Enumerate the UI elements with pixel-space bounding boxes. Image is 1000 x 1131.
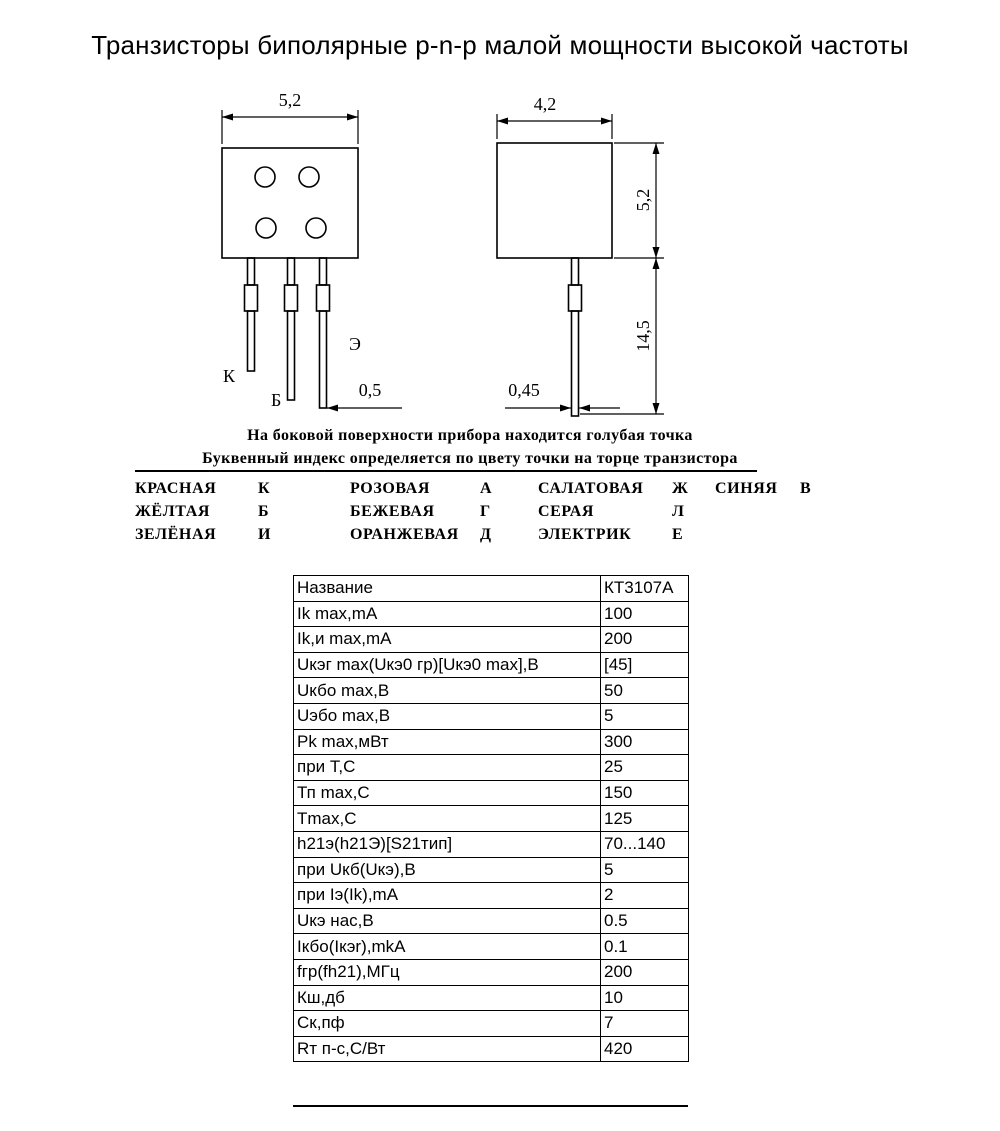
- table-cell: Тп max,С: [294, 780, 601, 806]
- table-row: [294, 780, 689, 806]
- table-cell: 300: [601, 729, 689, 755]
- table-cell: И: [258, 525, 272, 543]
- table-row: [294, 627, 689, 653]
- dim-side-lead-thickness: 0,45: [508, 380, 540, 400]
- table-cell: ЭЛЕКТРИК: [538, 525, 632, 543]
- table-row: [135, 500, 860, 523]
- arrowhead: [653, 143, 660, 154]
- pin-label-base: Б: [271, 390, 282, 410]
- table-cell: Г: [480, 502, 491, 520]
- table-cell: fгр(fh21),МГц: [294, 959, 601, 985]
- dim-front-lead-thickness: 0,5: [358, 380, 382, 400]
- table-cell: БЕЖЕВАЯ: [350, 502, 435, 520]
- spec-table-body: [294, 576, 689, 1062]
- table-cell: Е: [672, 525, 684, 543]
- table-cell: А: [480, 479, 493, 497]
- note-letter-index: Буквенный индекс определяется по цвету точки на торце транзистора: [202, 450, 738, 467]
- table-cell: Д: [480, 525, 492, 543]
- table-cell: 10: [601, 985, 689, 1011]
- lead-base-tip: [288, 311, 295, 400]
- table-row: [294, 755, 689, 781]
- table-cell: при Т,С: [294, 755, 601, 781]
- table-cell: 125: [601, 806, 689, 832]
- table-row: [294, 1036, 689, 1062]
- table-cell: [45]: [601, 652, 689, 678]
- table-cell: К: [258, 479, 271, 497]
- table-row: [294, 806, 689, 832]
- mounting-hole: [256, 218, 276, 238]
- table-cell: [800, 500, 860, 523]
- table-cell: Ik,и max,mA: [294, 627, 601, 653]
- table-cell: Название: [294, 576, 601, 602]
- arrowhead: [653, 403, 660, 414]
- table-cell: Кш,дб: [294, 985, 601, 1011]
- table-row: [294, 831, 689, 857]
- table-cell: Б: [258, 502, 270, 520]
- front-view-body: [222, 148, 358, 258]
- table-cell: Л: [672, 502, 685, 520]
- table-cell: Uкэг max(Uкэ0 гр)[Uкэ0 max],В: [294, 652, 601, 678]
- table-cell: ЗЕЛЁНАЯ: [135, 525, 217, 543]
- horizontal-rule: [135, 470, 757, 472]
- note-blue-dot: На боковой поверхности прибора находится голубая точка: [247, 427, 693, 444]
- table-row: [294, 934, 689, 960]
- table-row: [135, 523, 860, 546]
- table-cell: при Uкб(Uкэ),В: [294, 857, 601, 883]
- table-row: [294, 883, 689, 909]
- table-cell: 200: [601, 959, 689, 985]
- lead-base: [288, 258, 295, 285]
- lead-collector-tip: [248, 311, 255, 371]
- table-row: [294, 1011, 689, 1037]
- table-cell: Tmax,С: [294, 806, 601, 832]
- table-cell: [715, 500, 800, 523]
- table-cell: Ik max,mA: [294, 601, 601, 627]
- table-cell: Rт п-с,С/Вт: [294, 1036, 601, 1062]
- table-row: [294, 729, 689, 755]
- table-cell: Ск,пф: [294, 1011, 601, 1037]
- side-lead-tip: [572, 311, 579, 416]
- pin-label-collector: К: [223, 366, 236, 386]
- table-cell: Pk max,мВт: [294, 729, 601, 755]
- table-row: [294, 703, 689, 729]
- table-cell: 420: [601, 1036, 689, 1062]
- pin-label-emitter: Э: [349, 334, 361, 354]
- table-row: [294, 678, 689, 704]
- table-row: [294, 601, 689, 627]
- table-cell: ЖЁЛТАЯ: [135, 502, 210, 520]
- mounting-hole: [299, 167, 319, 187]
- table-cell: 5: [601, 703, 689, 729]
- table-cell: В: [800, 479, 812, 497]
- dim-side-width: 4,2: [533, 94, 557, 114]
- table-cell: КТ3107А: [601, 576, 689, 602]
- arrowhead: [222, 114, 233, 121]
- arrowhead: [653, 258, 660, 269]
- page-title: Транзисторы биполярные p-n-p малой мощности высокой частоты: [91, 30, 909, 60]
- lead-emitter-tip: [320, 311, 327, 408]
- package-drawing: [0, 84, 1000, 429]
- table-row: [294, 959, 689, 985]
- arrowhead: [560, 405, 571, 412]
- arrowhead: [497, 118, 508, 125]
- table-cell: 70...140: [601, 831, 689, 857]
- mounting-hole: [255, 167, 275, 187]
- front-view: [222, 148, 358, 408]
- color-code-table: [135, 477, 860, 546]
- table-cell: 7: [601, 1011, 689, 1037]
- arrowhead: [327, 405, 338, 412]
- table-cell: h21э(h21Э)[S21тип]: [294, 831, 601, 857]
- table-cell: КРАСНАЯ: [135, 479, 217, 497]
- table-cell: Ж: [672, 479, 689, 497]
- table-cell: [800, 523, 860, 546]
- dim-front-width: 5,2: [278, 90, 302, 110]
- dim-side-lead-length: 14,5: [633, 320, 653, 352]
- side-view: [497, 143, 612, 416]
- table-cell: 0.1: [601, 934, 689, 960]
- lead-collector: [248, 258, 255, 285]
- bottom-rule: [293, 1105, 688, 1107]
- side-lead-collar: [569, 285, 582, 311]
- side-view-body: [497, 143, 612, 258]
- table-cell: 2: [601, 883, 689, 909]
- arrowhead: [653, 247, 660, 258]
- table-cell: СЕРАЯ: [538, 502, 595, 520]
- table-cell: 200: [601, 627, 689, 653]
- table-cell: 50: [601, 678, 689, 704]
- table-row: [294, 857, 689, 883]
- table-cell: СИНЯЯ: [715, 479, 778, 497]
- color-code-table-body: [135, 477, 860, 546]
- side-lead: [572, 258, 579, 285]
- arrowhead: [601, 118, 612, 125]
- table-cell: 100: [601, 601, 689, 627]
- table-row: [294, 652, 689, 678]
- table-row: [294, 985, 689, 1011]
- lead-emitter-collar: [317, 285, 330, 311]
- table-cell: 5: [601, 857, 689, 883]
- mounting-hole: [306, 218, 326, 238]
- arrowhead: [579, 405, 590, 412]
- table-row: [294, 908, 689, 934]
- dim-side-body-height: 5,2: [633, 188, 653, 212]
- lead-base-collar: [285, 285, 298, 311]
- table-cell: при Iэ(Ik),mA: [294, 883, 601, 909]
- table-cell: ОРАНЖЕВАЯ: [350, 525, 459, 543]
- arrowhead: [347, 114, 358, 121]
- lead-emitter: [320, 258, 327, 285]
- table-cell: РОЗОВАЯ: [350, 479, 430, 497]
- table-cell: [715, 523, 800, 546]
- table-cell: САЛАТОВАЯ: [538, 479, 644, 497]
- table-cell: 25: [601, 755, 689, 781]
- table-cell: 150: [601, 780, 689, 806]
- table-cell: Uкбо max,В: [294, 678, 601, 704]
- lead-collector-collar: [245, 285, 258, 311]
- table-cell: Iкбо(Iкэr),mkA: [294, 934, 601, 960]
- spec-table: [293, 575, 689, 1062]
- table-row: [294, 576, 689, 602]
- table-cell: Uэбо max,В: [294, 703, 601, 729]
- table-cell: 0.5: [601, 908, 689, 934]
- table-row: [135, 477, 860, 500]
- table-cell: Uкэ нас,В: [294, 908, 601, 934]
